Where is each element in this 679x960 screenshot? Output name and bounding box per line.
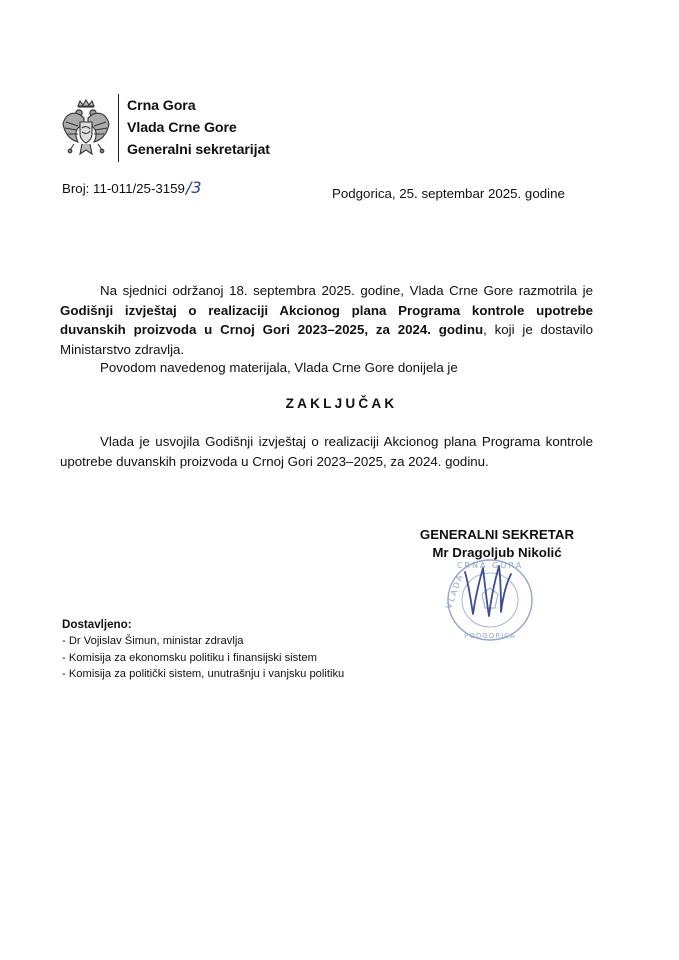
distribution-item: - Dr Vojislav Šimun, ministar zdravlja [62, 635, 244, 648]
signatory-name: Mr Dragoljub Nikolić [432, 545, 562, 560]
distribution-item: - Komisija za politički sistem, unutrašnju i vanjsku politiku [62, 668, 345, 681]
issuer-block [127, 95, 270, 161]
conclusion-heading: ZAKLJUČAK [285, 396, 398, 411]
signature-mark [465, 566, 511, 616]
report-title: Godišnji izvještaj o realizaciji Akcionog plana Programa kontrole upotrebe duvanskih proizvoda u Crnoj Gori 2023–2025, za 2024. godinu [60, 302, 593, 337]
reference-number-text: Broj: 11-011/25-3159 [62, 181, 185, 196]
seal-top-text: CRNA GORA [456, 561, 524, 570]
signatory-role: GENERALNI SEKRETAR [419, 527, 575, 542]
office-name: Generalni sekretarijat [127, 142, 270, 158]
distribution-item: - Komisija za ekonomsku politiku i finansijski sistem [62, 651, 317, 664]
country-name: Crna Gora [127, 98, 196, 114]
distribution-title: Dostavljeno: [62, 618, 132, 631]
paragraph-conclusion: Vlada je usvojila Godišnji izvještaj o realizaciji Akcionog plana Programa kontrole upotrebe duvanskih proizvoda u Crnoj Gori 2023–2025, za 2024. godinu. [60, 434, 593, 469]
coat-of-arms-icon [60, 98, 112, 164]
government-name: Vlada Crne Gore [127, 120, 237, 136]
distribution-list [62, 617, 344, 683]
paragraph-intro-start: Na sjednici održanoj 18. septembra 2025. godine, Vlada Crne Gore razmotrila je [100, 283, 593, 298]
paragraph-intro [60, 281, 593, 359]
paragraph-adoption: Povodom navedenog materijala, Vlada Crne Gore donijela je [100, 360, 458, 375]
place-and-date: Podgorica, 25. septembar 2025. godine [332, 186, 565, 201]
seal-left-text: VLADA [444, 572, 466, 611]
official-seal-icon [435, 552, 543, 644]
paragraph-intro-end: , koji je dostavilo Ministarstvo zdravlja. [60, 322, 593, 357]
header-divider [118, 94, 119, 162]
handwritten-suffix: /3 [185, 178, 202, 197]
seal-bottom-text: PODGORICA [464, 632, 516, 640]
reference-number [62, 178, 202, 197]
